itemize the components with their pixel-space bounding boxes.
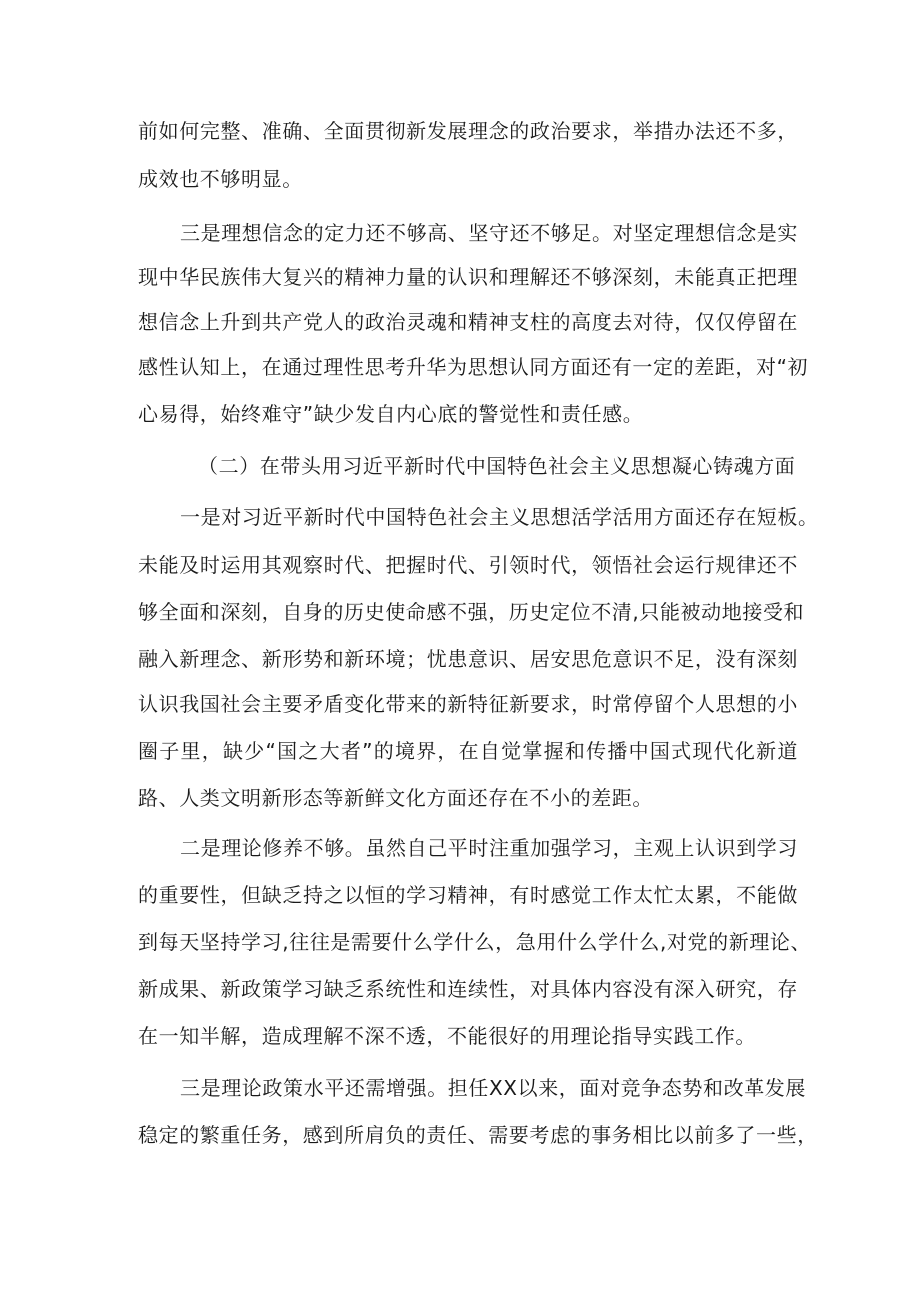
text-line: 认识我国社会主要矛盾变化带来的新特征新要求，时常停留个人思想的小 — [138, 692, 798, 716]
section-heading: （二）在带头用习近平新时代中国特色社会主义思想凝心铸魂方面 — [198, 454, 796, 478]
text-line: 的重要性，但缺乏持之以恒的学习精神，有时感觉工作太忙太累，不能做 — [138, 883, 798, 907]
text-line: 前如何完整、准确、全面贯彻新发展理念的政治要求，举措办法还不多， — [138, 119, 798, 143]
paragraph-start-line: 三是理想信念的定力还不够高、坚守还不够足。对坚定理想信念是实 — [180, 221, 798, 245]
text-line: 现中华民族伟大复兴的精神力量的认识和理解还不够深刻，未能真正把理 — [138, 265, 798, 289]
paragraph-start-line: 三是理论政策水平还需增强。担任XX以来，面对竞争态势和改革发展 — [180, 1076, 807, 1100]
text-line: 路、人类文明新形态等新鲜文化方面还存在不小的差距。 — [138, 786, 653, 810]
text-line: 在一知半解，造成理解不深不透，不能很好的用理论指导实践工作。 — [138, 1024, 756, 1048]
text-line: 心易得，始终难守”缺少发自内心底的警觉性和责任感。 — [138, 402, 644, 426]
text-line: 稳定的繁重任务，感到所肩负的责任、需要考虑的事务相比以前多了一些， — [138, 1123, 818, 1147]
paragraph-start-line: 一是对习近平新时代中国特色社会主义思想活学活用方面还存在短板。 — [180, 505, 819, 529]
text-line: 感性认知上，在通过理性思考升华为思想认同方面还有一定的差距，对“初 — [138, 355, 809, 379]
text-line: 够全面和深刻，自身的历史使命感不强，历史定位不清,只能被动地接受和 — [138, 600, 805, 624]
text-line: 到每天坚持学习,往往是需要什么学什么，急用什么学什么,对党的新理论、 — [138, 930, 812, 954]
text-line: 未能及时运用其观察时代、把握时代、引领时代，领悟社会运行规律还不 — [138, 553, 798, 577]
text-line: 成效也不够明显。 — [138, 167, 303, 191]
text-line: 想信念上升到共产党人的政治灵魂和精神支柱的高度去对待，仅仅停留在 — [138, 310, 798, 334]
text-line: 圈子里，缺少“国之大者”的境界，在自觉掌握和传播中国式现代化新道 — [138, 739, 798, 763]
text-line: 新成果、新政策学习缺乏系统性和连续性，对具体内容没有深入研究，存 — [138, 977, 798, 1001]
paragraph-start-line: 二是理论修养不够。虽然自己平时注重加强学习，主观上认识到学习 — [180, 836, 798, 860]
text-line: 融入新理念、新形势和新环境；忧患意识、居安思危意识不足，没有深刻 — [138, 647, 798, 671]
